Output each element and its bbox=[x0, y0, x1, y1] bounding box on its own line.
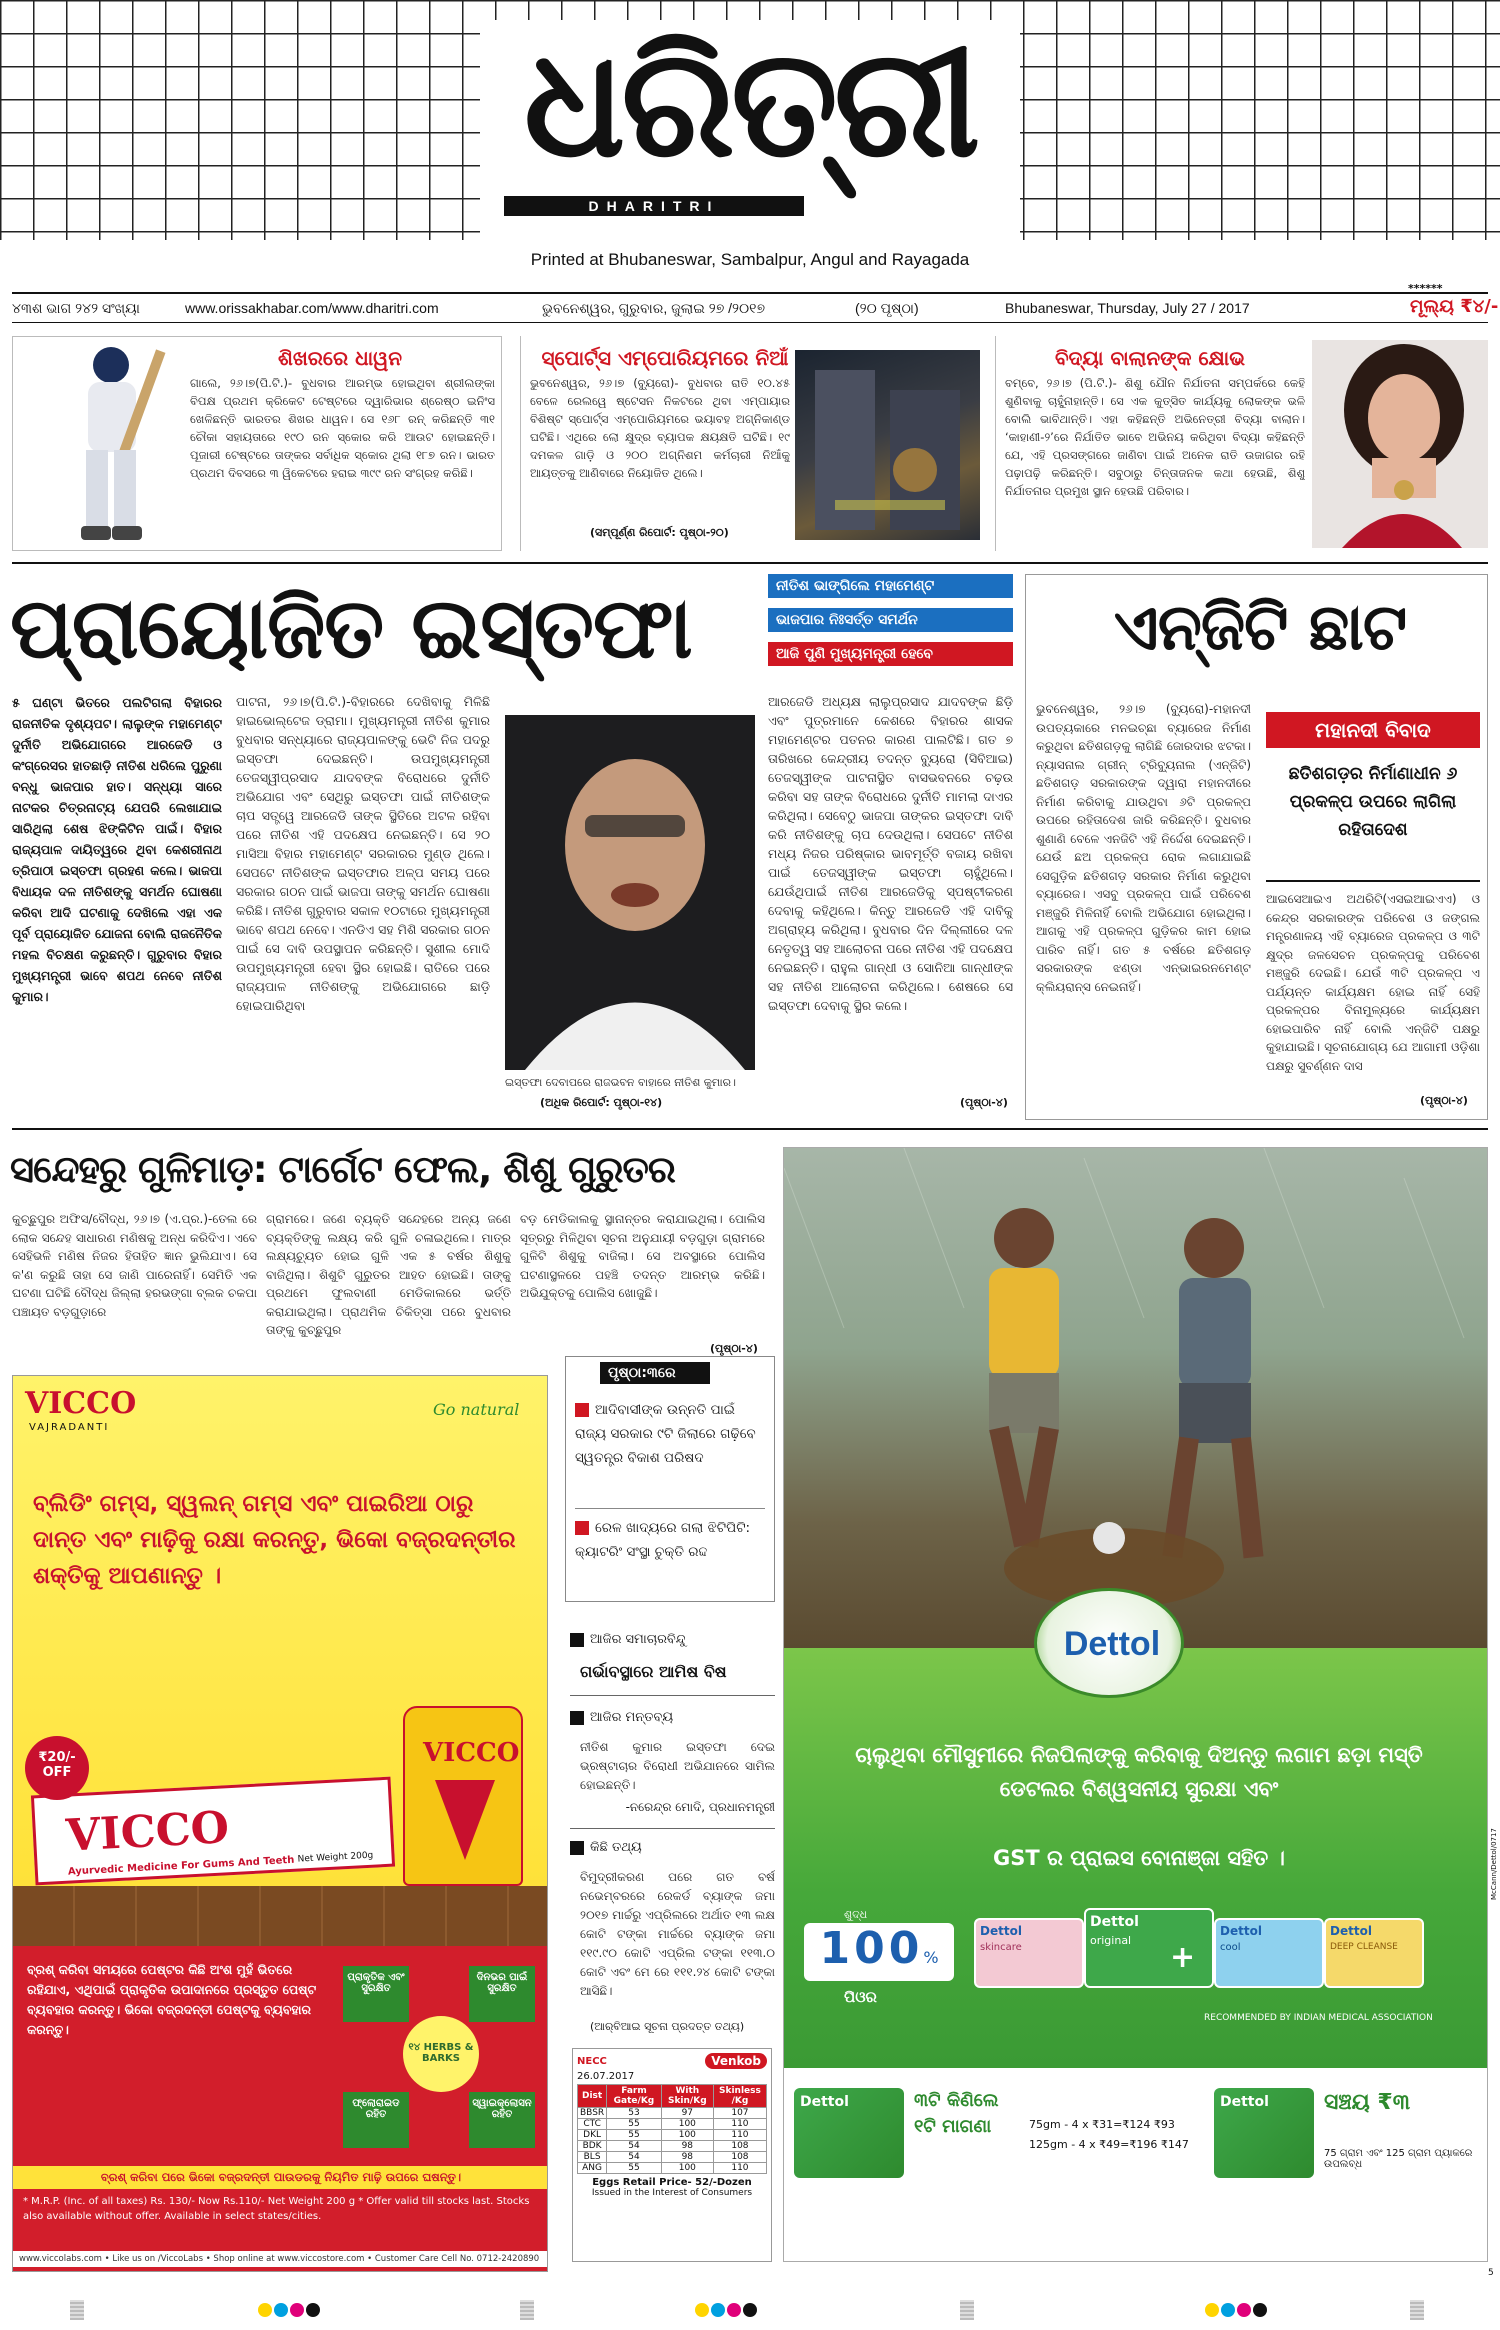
masthead-subtitle: DHARITRI bbox=[504, 196, 804, 216]
lead-tag-3: ଆଜି ପୁଣି ମୁଖ୍ୟମନ୍ତ୍ରୀ ହେବେ bbox=[768, 642, 1013, 666]
ngt-subhead: ଛତିଶଗଡ଼ର ନିର୍ମାଣାଧୀନ ୬ ପ୍ରକଳ୍ପ ଉପରେ ଲାଗିଲା ରହିତାଦେଶ bbox=[1288, 764, 1458, 840]
second-col2: ଗ୍ରାମରେ। ଜଣେ ବ୍ୟକ୍ତି ସନ୍ଦେହରେ ଅନ୍ୟ ଜଣେ ବ୍ୟକ୍ତିଙ୍କୁ ଲକ୍ଷ୍ୟ କରି ଗୁଳି ଚଳାଇଥିଲେ। ମାତ୍ର ଲକ୍ଷ୍ୟଚ୍ୟୁତ ହୋଇ ଗୁଳି ଏକ ୫ ବର୍ଷର ଶିଶୁକୁ ବାଜିଥିଲା। ଶିଶୁଟି ଗୁରୁତର ଆହତ ହୋଇଛି। ତାଙ୍କୁ ପ୍ରଥମେ ଫୁଲବାଣୀ ମେଡିକାଲରେ ଭର୍ତ୍ତି କରାଯାଇଥିଲା। ପ୍ରାଥମିକ ଚିକିତ୍ସା ପରେ ବୁଧବାର ତାଙ୍କୁ କୁଚ୍ଛୁପୁର bbox=[266, 1212, 511, 1337]
nitish-photo bbox=[505, 715, 755, 1070]
english-date: Bhubaneswar, Thursday, July 27 / 2017 bbox=[1005, 300, 1250, 316]
dettol-ad[interactable] bbox=[783, 1147, 1488, 2262]
lead-tag-2: ଭାଜପାର ନିଃସର୍ତ୍ତ ସମର୍ଥନ bbox=[768, 608, 1013, 632]
index-title: ପୃଷ୍ଠା:୩ରେ bbox=[600, 1362, 710, 1384]
fact-text: ବିମୁଦ୍ରୀକରଣ ପରେ ଗତ ବର୍ଷ ନଭେମ୍ବରରେ ରେକର୍ଡ ବ୍ୟାଙ୍କ ଜମା ୨୦୧୭ ମାର୍ଚ୍ଚରୁ ଏପ୍ରିଲରେ ଅର୍ଥାତ ୧୩ ଲକ୍ଷ କୋଟି ଟଙ୍କା ମାର୍ଚ୍ଚରେ ବ୍ୟାଙ୍କ ଜମା ୧୧୯.୯୦ କୋଟି ଏପ୍ରିଲ ଟଙ୍କା ୧୧୩.୦ କୋଟି ଏବଂ ମେ ରେ ୧୧୧.୨୪ କୋଟି ଟଙ୍କା ଆସିଛି। bbox=[580, 1870, 775, 1998]
registration-mark bbox=[520, 2300, 534, 2320]
dettol-hundred-value: 100 bbox=[819, 1923, 924, 1974]
ngt-body-1: ଭୁବନେଶ୍ୱର, ୨୬।୭ (ବ୍ୟୁରୋ)-ମହାନଦୀ ଉପତ୍ୟକାରେ ମନଇଚ୍ଛା ବ୍ୟାରେଜ ନିର୍ମାଣ କରୁଥିବା ଛତିଶଗଡ଼କୁ ଲାଗିଛି ଜୋରଦାର ଝଟକା। ନ୍ୟାସନାଲ ଗ୍ରୀନ୍ ଟ୍ରିବ୍ୟୁନାଲ (ଏନ୍‌ଜିଟି) ଛତିଶଗଡ଼ ସରକାରଙ୍କ ଦ୍ୱାରା ମହାନଦୀରେ ନିର୍ମାଣ କରିବାକୁ ଯାଉଥିବା ୬ଟି ପ୍ରକଳ୍ପ ଉପରେ ରହିତାଦେଶ ଜାରି କରିଛନ୍ତି। ବୁଧବାର ଶୁଣାଣି ବେଳେ ଏନଜିଟି ଏହି ନିର୍ଦ୍ଦେଶ ଦେଇଛନ୍ତି। ଯେଉଁ ଛଅ ପ୍ରକଳ୍ପ ରୋକ ଲଗାଯାଇଛି ସେଗୁଡ଼ିକ ଛତିଶଗଡ଼ ସରକାର ନିର୍ମାଣ କରୁଥିବା ବ୍ୟାରେଜ। ଏସବୁ ପ୍ରକଳ୍ପ ପାଇଁ ପରିବେଶ ମଞ୍ଜୁରି ମିଳିନାହିଁ ବୋଲି ଅଭିଯୋଗ ହୋଇଥିଲା। ଆଗକୁ ଏହି ପ୍ରକଳ୍ପ ଗୁଡ଼ିକର କାମ ହୋଇ ପାରିବ ନାହିଁ। ଗତ ୫ ବର୍ଷରେ ଛତିଶଗଡ଼ ସରକାରଙ୍କ ଝଣ୍ଡା ଏନ୍‌ଭାଇରନମେଣ୍ଟ କ୍ଲିୟରାନ୍ସ ନେଇନାହିଁ। bbox=[1036, 702, 1251, 994]
vicco-tube-brand: VICCO bbox=[64, 1802, 231, 1862]
vicco-jar-brand: VICCO bbox=[423, 1738, 520, 1768]
registration-mark bbox=[70, 2300, 84, 2320]
bar-3-brand: Dettol bbox=[1220, 1924, 1262, 1938]
registration-mark bbox=[1410, 2300, 1424, 2320]
vicco-sub: VAJRADANTI bbox=[29, 1422, 110, 1433]
ngt-ref: (ପୃଷ୍ଠା-୪) bbox=[1420, 1094, 1468, 1107]
sep-2 bbox=[570, 1828, 775, 1829]
rating-stars: ****** bbox=[1408, 282, 1443, 295]
dettol-offer2-pack bbox=[1214, 2088, 1314, 2178]
fact-label bbox=[570, 1840, 775, 1855]
teaser-1-body: ଗାଲେ, ୨୬।୭(ପି.ଟି.)- ବୁଧବାର ଆରମ୍ଭ ହୋଇଥିବା ଶ୍ରୀଲଙ୍କା ବିପକ୍ଷ ପ୍ରଥମ କ୍ରିକେଟ ଟେଷ୍ଟରେ ଦ୍ୱାରିଭାର ଶ୍ରେଷ୍ଠ ଇନିଂସ ଖେଳିଛନ୍ତି ଭାରତର ଶିଖର ଧାୱନ। ସେ ୧୬୮ ରନ୍‌ କରିଛନ୍ତି ୩୧ ଚୌକା ସହାୟତାରେ ୧୯୦ ରନ ସ୍କୋର କରି ଆଉଟ ହୋଇଛନ୍ତି। ପୂଜାରୀ ଟେଷ୍ଟରେ ତାଙ୍କର ସର୍ବାଧିକ ସ୍କୋର ଥିଲା ୧୮୭ ରନ। ଭାରତ ପ୍ରଥମ ଦିବସରେ ୩ ୱିକେଟରେ ହରାଇ ୩୯୯ ରନ ସଂଗ୍ରହ କରିଛି। bbox=[190, 376, 495, 480]
dettol-small-label: ଶୁଦ୍ଧ bbox=[844, 1908, 868, 1921]
table-row: CTC 55 100 110 bbox=[578, 2119, 767, 2130]
lead-tag-1: ନୀତିଶ ଭାଙ୍ଗିଲେ ମହାମେଣ୍ଟ bbox=[768, 574, 1013, 598]
todays-news-label bbox=[570, 1632, 775, 1647]
bar-4-variant: DEEP CLEANSE bbox=[1330, 1942, 1398, 1952]
vicco-footer[interactable]: www.viccolabs.com • Like us on /ViccoLabs • Shop online at www.viccostore.com • Customer Care Cell No. 0712-2420890 bbox=[13, 2251, 548, 2267]
ngt-label: ମହାନଦୀ ବିବାଦ bbox=[1266, 712, 1480, 748]
ngt-sub-rule bbox=[1266, 880, 1480, 882]
masthead-title: ଧରିତ୍ରୀ bbox=[500, 28, 1000, 188]
index-item-1-text: ଆଦିବାସୀଙ୍କ ଉନ୍ନତି ପାଇଁ ରାଜ୍ୟ ସରକାର ୯ଟି ଜିଲାରେ ଗଢ଼ିବେ ସ୍ୱତନ୍ତ୍ର ବିକାଶ ପରିଷଦ bbox=[575, 1402, 756, 1466]
offer2-pack-brand: Dettol bbox=[1220, 2094, 1269, 2110]
vicco-tagline: ବ୍ରଶ୍ କରିବା ପରେ ଭିକୋ ବଜ୍ରଦନ୍ତୀ ପାଉଡରକୁ ନିୟମିତ ମାଢ଼ି ଉପରେ ଘଷନ୍ତୁ। bbox=[13, 2166, 548, 2189]
bar-2-variant: original bbox=[1090, 1934, 1132, 1947]
vicco-herbs: ୧୪ HERBS & BARKS bbox=[403, 2016, 479, 2092]
dettol-percent: % bbox=[923, 1948, 939, 1967]
lead-col3-ref: (ପୃଷ୍ଠା-୪) bbox=[960, 1096, 1008, 1109]
bar-2-brand: Dettol bbox=[1090, 1914, 1139, 1930]
print-marks bbox=[0, 2290, 1500, 2330]
lead-headline: ପ୍ରାୟୋଜିତ ଇସ୍ତଫା bbox=[10, 579, 692, 677]
dettol-bar-1 bbox=[974, 1918, 1084, 1988]
eggs-issued: Issued in the Interest of Consumers bbox=[591, 2188, 753, 2198]
dettol-photo bbox=[784, 1148, 1488, 1648]
index-item-1 bbox=[575, 1398, 765, 1470]
teaser-2-title: ସ୍ପୋର୍ଟ୍ସ ଏମ୍ପୋରିୟମରେ ନିଆଁ bbox=[541, 346, 789, 370]
eggs-header: With Skin/Kg bbox=[661, 2085, 713, 2108]
lead-bottom-rule bbox=[12, 1128, 1488, 1130]
teaser-divider-1 bbox=[520, 336, 521, 551]
eggs-header: Farm Gate/Kg bbox=[607, 2085, 662, 2108]
dettol-hundred bbox=[804, 1923, 954, 1981]
index-item-2-text: ରେଳ ଖାଦ୍ୟରେ ଗଲା ଝିଟିପିଟି: କ୍ୟାଟରିଂ ସଂସ୍ଥା ଚୁକ୍ତି ରଦ୍ଦ bbox=[575, 1520, 751, 1560]
quote-author: -ନରେନ୍ଦ୍ର ମୋଦି, ପ୍ରଧାନମନ୍ତ୍ରୀ bbox=[625, 1800, 775, 1814]
volume: ୪୩ଶ ଭାଗ ୨୪୨ ସଂଖ୍ୟା bbox=[12, 300, 140, 316]
info-rule-top bbox=[12, 292, 1488, 294]
dettol-pure-label: ପିଓର bbox=[844, 1988, 877, 2006]
dettol-logo bbox=[1034, 1588, 1184, 1698]
eggs-header: Dist bbox=[578, 2085, 607, 2108]
vicco-offer-badge: ₹20/- OFF bbox=[25, 1736, 89, 1800]
dettol-side-code: McCann/Dettol/0717 bbox=[1490, 1828, 1498, 1900]
second-col1: କୁଚ୍ଛୁପୁର ଅଫିସ/ବୌଦ୍ଧ, ୨୬।୭ (ଏ.ପ୍ର.)-ତେଲ ରେ ଲୋକ ସନ୍ଦେହ ସାଧାରଣ ମଣିଷକୁ ଅନ୍ଧ କରିଦିଏ। ଏବେ ସେହିଭଳି ମଣିଷ ନିଜର ହିତାହିତ ଜ୍ଞାନ ଭୁଲିଯାଏ। ସେ କ'ଣ କରୁଛି ତାହା ସେ ଜାଣି ପାରେନାହିଁ। ସେମିତି ଏକ ଘଟଣା ଘଟିଛି ବୌଦ୍ଧ ଜିଲ୍ଲା ହରଭଙ୍ଗା ବ୍ଲକ ଚକପା ପଞ୍ଚାୟତ ବଡ଼ଗୁଡ଼ାରେ bbox=[12, 1212, 257, 1319]
dettol-offer1-title: ୩ଟି କିଣିଲେ ୧ଟି ମାଗଣା bbox=[914, 2090, 999, 2137]
vicco-natural: Go natural bbox=[433, 1400, 520, 1419]
ngt-body-2: ଆଇସେଆଇଏ ଅଥରିଟି(ଏସଇଆଇଏଏ) ଓ କେନ୍ଦ୍ର ସରକାରଙ୍କ ପରିବେଶ ଓ ଜଙ୍ଗଲ ମନ୍ତ୍ରଣାଳୟ ଏହି ବ୍ୟାରେଜ ପ୍ରକଳ୍ପ ଓ ୩ଟି କ୍ଷୁଦ୍ର ଜଳସେଚନ ପ୍ରକଳ୍ପକୁ ପରିବେଶ ମଞ୍ଜୁରି ଦେଇଛି। ଯେଉଁ ୩ଟି ପ୍ରକଳ୍ପ ଏ ପର୍ଯ୍ୟନ୍ତ କାର୍ଯ୍ୟକ୍ଷମ ହୋଇ ନାହିଁ ସେହି ପ୍ରକଳ୍ପର ବିନାମୁଳ୍ୟରେ କାର୍ଯ୍ୟକ୍ଷମ ହୋଇପାରିବ ନାହିଁ ବୋଲି ଏନ୍‌ଜିଟି ପକ୍ଷରୁ କୁହାଯାଇଛି। ସୂଚନାଯୋଗ୍ୟ ଯେ ଆଗାମୀ ଓଡ଼ିଶା ପକ୍ଷରୁ ସୁବର୍ଣ୍ଣନ ଦାସ bbox=[1266, 892, 1480, 1073]
dettol-gst: GST ର ପ୍ରାଇସ ବୋନାଞ୍ଜା ସହିତ । bbox=[992, 1846, 1285, 1870]
actress-photo bbox=[1312, 340, 1488, 548]
page-number: 5 bbox=[1488, 2268, 1494, 2278]
color-dots bbox=[258, 2302, 322, 2321]
eggs-table bbox=[577, 2084, 767, 2174]
bar-1-brand: Dettol bbox=[980, 1924, 1022, 1938]
eggs-date: 26.07.2017 bbox=[577, 2071, 635, 2082]
cricketer-photo bbox=[26, 340, 186, 548]
fire-photo bbox=[795, 350, 980, 540]
dettol-offer2-sub: 75 ଗ୍ରାମ ଏବଂ 125 ଗ୍ରାମ ପ୍ୟାକରେ ଉପଲବ୍ଧ bbox=[1324, 2148, 1473, 2170]
table-row: BBSR 53 97 107 bbox=[578, 2108, 767, 2119]
dettol-bar-3 bbox=[1214, 1918, 1324, 1988]
sep-1 bbox=[570, 1695, 775, 1696]
second-col3: ବଡ଼ ମେଡିକାଲକୁ ସ୍ଥାନାନ୍ତର କରାଯାଇଥିଲା। ପୋଲିସ ସୂତ୍ରରୁ ମିଳିଥିବା ସୂଚନା ଅନୁଯାୟୀ ବଡ଼ଗୁଡ଼ା ଗ୍ରାମରେ ଗୁଳିଟି ଶିଶୁକୁ ବାଜିଲା। ସେ ଅବସ୍ଥାରେ ପୋଲିସ ଘଟଣାସ୍ଥଳରେ ପହଞ୍ଚି ତଦନ୍ତ ଆରମ୍ଭ କରିଛି। ଅଭିଯୁକ୍ତକୁ ପୋଲିସ ଖୋଜୁଛି। bbox=[520, 1212, 765, 1300]
page-count: (୨୦ ପୃଷ୍ଠା) bbox=[855, 300, 919, 316]
vicco-jar-face bbox=[435, 1780, 495, 1860]
teaser-2-ref: (ସମ୍ପୂର୍ଣ୍ଣ ରିପୋର୍ଟ: ପୃଷ୍ଠା-୨୦) bbox=[590, 526, 729, 539]
plus-icon: + bbox=[1170, 1940, 1196, 1975]
todays-news-text: ଗର୍ଭାବସ୍ଥାରେ ଆମିଷ ବିଷ bbox=[580, 1662, 727, 1681]
lead-col1: ପାଟନା, ୨୬।୭(ପି.ଟି.)-ବିହାରରେ ଦେଖିବାକୁ ମିଳିଛି ହାଇଭୋଲ୍ଟେଜ ଡ୍ରାମା। ମୁଖ୍ୟମନ୍ତ୍ରୀ ନୀତିଶ କୁମାର ବୁଧବାର ସନ୍ଧ୍ୟାରେ ରାଜ୍ୟପାଳଙ୍କୁ ଭେଟି ନିଜ ପଦରୁ ଇସ୍ତଫା ଦେଇଛନ୍ତି। ଉପମୁଖ୍ୟମନ୍ତ୍ରୀ ତେଜସ୍ୱୀପ୍ରସାଦ ଯାଦବଙ୍କ ବିରୋଧରେ ଦୁର୍ନୀତି ଅଭିଯୋଗ ଏବଂ ସେଥିରୁ ଇସ୍ତଫା ପାଇଁ ନୀତିଶଙ୍କ ଚାପ ସତ୍ତ୍ୱେ ଆରଜେଡି ତାଙ୍କ ସ୍ଥିତିରେ ଅଟଳ ରହିବା ପରେ ନୀତିଶ ଏହି ପଦକ୍ଷେପ ନେଇଛନ୍ତି। ସେ ୨୦ ମାସିଆ ବିହାର ମହାମେଣ୍ଟ ସରକାରର ମୁଣ୍ଡ ଥିଲେ। ସେପଟେ ନୀତିଶଙ୍କ ଇସ୍ତଫାର ଅଳ୍ପ ସମୟ ପରେ ସରକାର ଗଠନ ପାଇଁ ଭାଜପା ତାଙ୍କୁ ସମର୍ଥନ ଘୋଷଣା କରିଛି। ନୀତିଶ ଗୁରୁବାର ସକାଳ ୧୦ଟାରେ ମୁଖ୍ୟମନ୍ତ୍ରୀ ଭାବେ ଶପଥ ନେବେ। ଏନଡିଏ ସହ ମିଶି ସରକାର ଗଠନ ପାଇଁ ସେ ଦାବି ଉପସ୍ଥାପନ କରିଛନ୍ତି। ସୁଶୀଲ ମୋଦି ଉପମୁଖ୍ୟମନ୍ତ୍ରୀ ହେବା ସ୍ଥିର ହୋଇଛି। ରାତିରେ ପରେ ରାଜ୍ୟପାଳ ନୀତିଶଙ୍କୁ ଅଭିଯୋଗରେ ଛାଡ଼ି ହୋଇପାରିଥିବା bbox=[236, 694, 490, 1013]
bar-1-variant: skincare bbox=[980, 1942, 1022, 1953]
nitish-photo-ref: (ଅଧିକ ରିପୋର୍ଟ: ପୃଷ୍ଠା-୧୪) bbox=[540, 1096, 663, 1109]
teaser-3-body: ବମ୍ବେ, ୨୬।୭ (ପି.ଟି.)- ଶିଶୁ ଯୌନ ନିର୍ଯାତନା ସମ୍ପର୍କରେ କେହି ଶୁଣିବାକୁ ଚାହୁଁନାହାନ୍ତି। ସେ ଏକ କୁତ୍ସିତ କାର୍ଯ୍ୟକୁ ଲୋକଙ୍କ ଭଳି ବୋଲି ଭାବିଥାନ୍ତି। ଏହା କହିଛନ୍ତି ଅଭିନେତ୍ରୀ ବିଦ୍ୟା ବାଲାନ। ‘କାହାଣୀ-୨’ରେ ନିର୍ଯାତିତ ଭାବେ ଅଭିନୟ କରିଥିବା ବିଦ୍ୟା କହିଛନ୍ତି ଯେ, ଏହି ପ୍ରସଙ୍ଗରେ ଜାଣିବା ପାଇଁ ଅନେକ ରାତି ଉଜାଗର ରହି ପଢ଼ାପଢ଼ି କରିଛନ୍ତି। ସବୁଠାରୁ ଚିନ୍ତାଜନକ କଥା ହେଉଛି, ଶିଶୁ ନିର୍ଯାତନାର ପ୍ରମୁଖ ସ୍ଥାନ ହେଉଛି ପରିବାର। bbox=[1005, 376, 1305, 498]
bar-4-brand: Dettol bbox=[1330, 1924, 1372, 1938]
dettol-bar-4 bbox=[1324, 1918, 1424, 1988]
vicco-ad[interactable] bbox=[12, 1375, 548, 2272]
dettol-logo-text: Dettol bbox=[1063, 1625, 1161, 1663]
index-box bbox=[565, 1356, 775, 1602]
second-ref: (ପୃଷ୍ଠା-୪) bbox=[710, 1342, 758, 1355]
quote-label-text: ଆଜିର ମନ୍ତବ୍ୟ bbox=[590, 1710, 674, 1725]
dettol-headline: ଚାଲୁଥିବା ମୌସୁମୀରେ ନିଜପିଲାଙ୍କୁ କରିବାକୁ ଦିଅନ୍ତୁ ଲଗାମ ଛଡ଼ା ମସ୍ତି ଡେଟଲର ବିଶ୍ୱସନୀୟ ସୁରକ୍ଷା ଏବଂ bbox=[855, 1743, 1423, 1801]
vicco-headline: ବ୍ଲିଡିଂ ଗମ୍‌ସ, ସ୍ୱଲନ୍ ଗମ୍‌ସ ଏବଂ ପାଇରିଆ ଠାରୁ ଦାନ୍ତ ଏବଂ ମାଢ଼ିକୁ ରକ୍ଷା କରନ୍ତୁ, ଭିକୋ ବଜ୍ରଦନ୍ତୀର ଶକ୍ତିକୁ ଆପଣାନ୍ତୁ । bbox=[33, 1491, 516, 1589]
quote-text: ନୀତିଶ କୁମାର ଇସ୍ତଫା ଦେଇ ଭ୍ରଷ୍ଟାଚାର ବିରୋଧୀ ଅଭିଯାନରେ ସାମିଲ ହୋଇଛନ୍ତି। bbox=[580, 1740, 775, 1792]
vicco-feature-3: ଫ୍ଲୋରାଇଡ ରହିତ bbox=[343, 2092, 409, 2148]
info-rule-bottom bbox=[12, 322, 1488, 323]
dettol-bar-2 bbox=[1084, 1908, 1214, 1988]
vicco-tube-weight: Net Weight 200g bbox=[297, 1850, 374, 1865]
bar-3-variant: cool bbox=[1220, 1942, 1241, 1953]
dettol-offer1-packs bbox=[794, 2088, 904, 2178]
price: ମୂଲ୍ୟ ₹୪/- bbox=[1410, 296, 1499, 317]
fact-label-text: କିଛି ତଥ୍ୟ bbox=[590, 1840, 642, 1855]
color-dots bbox=[1205, 2302, 1269, 2321]
odia-date: ଭୁବନେଶ୍ୱର, ଗୁରୁବାର, ଜୁଲାଇ ୨୭ /୨୦୧୭ bbox=[542, 300, 766, 316]
teaser-2-body: ଭୁବନେଶ୍ୱର, ୨୬।୭ (ବ୍ୟୁରୋ)- ବୁଧବାର ରାତି ୧୦.୪୫ ବେଳେ ରେଲୱେ ଷ୍ଟେସନ ନିକଟରେ ଥିବା ଏମ୍‌ପାୟାର ବିଶିଷ୍ଟ ସ୍ପୋର୍ଟ୍ସ ଏମ୍ପୋରିୟମରେ ଭୟାବହ ଅଗ୍ନିକାଣ୍ଡ ଘଟିଛି। ଏଥିରେ ଲୋ‌ କ୍ଷୁଦ୍ର ବ୍ୟାପକ କ୍ଷୟକ୍ଷତି ଘଟିଛି। ୧୯ ଦମକଳ ଗାଡ଼ି ଓ ୨୦୦ ଅଗ୍ନିଶମ କର୍ମଚାରୀ ନିଆଁକୁ ଆୟତ୍ତକୁ ଆଣିବାରେ ନିୟୋଜିତ ଥିଲେ। bbox=[530, 376, 790, 480]
vicco-feature-1: ପ୍ରାକୃତିକ ଏବଂ ସୁରକ୍ଷିତ bbox=[343, 1966, 409, 2022]
todays-news-label-text: ଆଜିର ସମାଚାରବିନ୍ଦୁ bbox=[590, 1632, 686, 1647]
teaser-1-title: ଶିଖରରେ ଧାୱନ bbox=[277, 346, 403, 370]
table-row: BDK 54 98 108 bbox=[578, 2141, 767, 2152]
color-dots bbox=[695, 2302, 759, 2321]
vicco-feature-2: ଦିନଭର ପାଇଁ ସୁରକ୍ଷିତ bbox=[469, 1966, 535, 2022]
square-icon bbox=[570, 1633, 584, 1647]
teaser-3-title: ବିଦ୍ୟା ବାଲାନଙ୍କ କ୍ଷୋଭ bbox=[1055, 346, 1245, 370]
vicco-jar bbox=[403, 1706, 523, 1886]
index-bullet-icon bbox=[575, 1403, 589, 1417]
lead-col3: ଆରଜେଡି ଅଧ୍ୟକ୍ଷ ଲାଲୁପ୍ରସାଦ ଯାଦବଙ୍କ ଛିଡ଼ି ଏବଂ ପୁତ୍ରମାନେ କେଶରେ ବିହାରର ଶାସକ ମହାମେଣ୍ଟର ପତନର କାରଣ ପାଲଟିଛି। ଗତ ୭ ତାରିଖରେ କେନ୍ଦ୍ରୀୟ ତଦନ୍ତ ବ୍ୟୁରୋ (ସିବିଆଇ) ତେଜସ୍ୱୀଙ୍କ ପାଟନାସ୍ଥିତ ବାସଭବନରେ ଚଢ଼ଉ କରିବା ସହ ତାଙ୍କ ବିରୋଧରେ ଦୁର୍ନୀତି ମାମଲା ଦାଏର କରିଥିଲା। ସେବେଠୁ ଭାଜପା ତାଙ୍କର ଇସ୍ତଫା ଦାବି କରି ନୀତିଶଙ୍କୁ ଚାପ ଦେଉଥିଲା। ସେପଟେ ନୀତିଶ ମଧ୍ୟ ନିଜର ପରିଷ୍କାର ଭାବମୂର୍ତ୍ତି ବଜାୟ ରଖିବା ପାଇଁ ତେଜସ୍ୱୀଙ୍କ ଇସ୍ତଫା ଚାହୁଁଥିଲେ। ଯେଉଁଥିପାଇଁ ନୀତିଶ ଆରଜେଡିକୁ ସ୍ପଷ୍ଟୀକରଣ ଦେବାକୁ କହିଥିଲେ। କିନ୍ତୁ ଆରଜେଡି ଏହି ଦାବିକୁ ଅଗ୍ରାହ୍ୟ କରିଥିଲା। ବୁଧବାର ଦିନ ଦିଲ୍ଲୀରେ ଦଳ ନେତୃତ୍ୱ ସହ ଆଲୋଚନା ପରେ ନୀତିଶ ଏହି ପଦକ୍ଷେପ ନେଇଛନ୍ତି। ରାହୁଲ ଗାନ୍ଧୀ ଓ ସୋନିଆ ଗାନ୍ଧୀଙ୍କ ସହ ନୀତିଶ ଆଲୋଚନା କରିଥିଲେ। ଶେଷରେ ସେ ଇସ୍ତଫା ଦେବାକୁ ସ୍ଥିର କଲେ। bbox=[768, 694, 1013, 1013]
dettol-offer1-price2: 125gm - 4 x ₹49=₹196 ₹147 bbox=[1029, 2138, 1189, 2151]
index-item-2 bbox=[575, 1516, 765, 1564]
eggs-footer: Eggs Retail Price- 52/-Dozen bbox=[592, 2177, 752, 2188]
vicco-brand: VICCO bbox=[25, 1386, 137, 1421]
nitish-photo-caption: ଇସ୍ତଫା ଦେବାପରେ ରାଜଭବନ ବାହାରେ ନୀତିଶ କୁମାର। bbox=[505, 1076, 736, 1089]
square-icon bbox=[570, 1841, 584, 1855]
lead-summary: ୫ ଘଣ୍ଟା ଭିତରେ ପଲଟିଗଲା ବିହାରର ରାଜନୀତିକ ଦୃଶ୍ୟପଟ। ଲାଲୁଙ୍କ ମହାମେଣ୍ଟ ଦୁର୍ନୀତି ଅଭିଯୋଗରେ ଆରଜେଡି ଓ କଂଗ୍ରେସର ହାତଛାଡ଼ି ନୀତିଶ ଧରିଲେ ପୁରୁଣା ବନ୍ଧୁ ଭାଜପାର ହାତ। ସନ୍ଧ୍ୟା ସାରେ ନାଟକର ଚିତ୍ରନାଟ୍ୟ ଯେପରି ଲେଖାଯାଇ ସାରିଥିଲା ଶେଷ ଝିଙ୍କିଟିନ ପାଇଁ। ବିହାର ରାଜ୍ୟପାଳ ଦାୟିତ୍ୱରେ ଥିବା କେଶରୀନାଥ ତ୍ରିପାଠୀ ଇସ୍ତଫା ଗ୍ରହଣ କଲେ। ଭାଜପା ବିଧାୟକ ଦଳ ନୀତିଶଙ୍କୁ ସମର୍ଥନ ଘୋଷଣା କରିବା ଆଦି ଘଟଣାକୁ ଦେଖିଲେ ଏହା ଏକ ପୂର୍ବ ପ୍ରାୟୋଜିତ ଯୋଜନା ବୋଲି ରାଜନୈତିକ ମହଲ ବିଚକ୍ଷଣ କରୁଛନ୍ତି। ଗୁରୁବାର ବିହାର ମୁଖ୍ୟମନ୍ତ୍ରୀ ଭାବେ ଶପଥ ନେବେ ନୀତିଶ କୁମାର। bbox=[12, 695, 222, 1004]
website-link[interactable]: www.orissakhabar.com/www.dharitri.com bbox=[185, 300, 439, 316]
eggs-header: Skinless /Kg bbox=[713, 2085, 766, 2108]
offer1-packs-brand: Dettol bbox=[800, 2094, 849, 2110]
teaser-bottom-rule bbox=[12, 562, 1488, 564]
teaser-divider-2 bbox=[995, 336, 996, 551]
table-row: DKL 55 100 110 bbox=[578, 2130, 767, 2141]
eggs-brand: Venkob bbox=[705, 2053, 767, 2069]
vicco-mrp: * M.R.P. (Inc. of all taxes) Rs. 130/- Now Rs.110/- Net Weight 200 g * Offer valid till stocks last. Stocks also available without offer. Available in select states/cities. bbox=[23, 2196, 530, 2222]
vicco-tube bbox=[31, 1777, 395, 1886]
quote-label bbox=[570, 1710, 775, 1725]
printed-at: Printed at Bhubaneswar, Sambalpur, Angul and Rayagada bbox=[530, 250, 970, 269]
vicco-wood bbox=[13, 1886, 548, 1946]
eggs-org: NECC bbox=[577, 2055, 607, 2067]
eggs-box bbox=[572, 2048, 772, 2262]
second-headline: ସନ୍ଦେହରୁ ଗୁଳିମାଡ଼: ଟାର୍ଗେଟ ଫେଲ, ଶିଶୁ ଗୁରୁତର bbox=[10, 1148, 675, 1191]
dettol-offer1-price1: 75gm - 4 x ₹31=₹124 ₹93 bbox=[1029, 2118, 1175, 2131]
ngt-headline: ଏନ୍‌ଜିଟି ଛାଟ bbox=[1113, 591, 1407, 665]
vicco-tube-line: Ayurvedic Medicine For Gums And Teeth bbox=[67, 1854, 295, 1878]
fact-source: (ଆର୍‌ବିଆଇ ସୂଚନା ପ୍ରଦତ୍ତ ତଥ୍ୟ) bbox=[590, 2020, 745, 2033]
dettol-offer2-title: ସଞ୍ଚୟ ₹୩ bbox=[1324, 2090, 1411, 2115]
vicco-body: ବ୍ରଶ୍ କରିବା ସମୟରେ ପେଷ୍ଟର କିଛି ଅଂଶ ମୁହଁ ଭିତରେ ରହିଯାଏ, ଏଥିପାଇଁ ପ୍ରାକୃତିକ ଉପାଦାନରେ ପ୍ରସ୍ତୁତ ପେଷ୍ଟ ବ୍ୟବହାର କରନ୍ତୁ। ଭିକୋ ବଜ୍ରଦନ୍ତୀ ପେଷ୍ଟକୁ ବ୍ୟବହାର କରନ୍ତୁ। bbox=[27, 1962, 317, 2037]
table-row: BLS 54 98 108 bbox=[578, 2152, 767, 2163]
square-icon bbox=[570, 1711, 584, 1725]
table-row: ANG 55 100 110 bbox=[578, 2163, 767, 2174]
index-divider bbox=[575, 1508, 765, 1509]
dettol-recommended: RECOMMENDED BY INDIAN MEDICAL ASSOCIATION bbox=[1204, 2013, 1433, 2023]
registration-mark bbox=[960, 2300, 974, 2320]
vicco-feature-4: ସ୍ୱାଇକ୍ଲୋସନ ରହିତ bbox=[469, 2092, 535, 2148]
index-bullet-icon bbox=[575, 1521, 589, 1535]
